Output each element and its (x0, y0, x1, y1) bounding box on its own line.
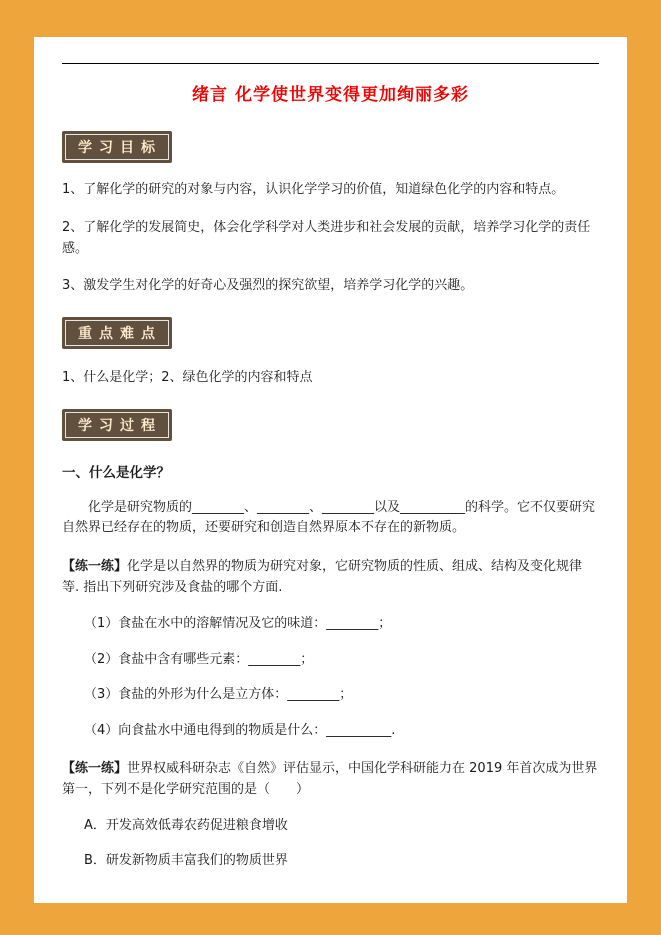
objective-item: 2、了解化学的发展简史，体会化学科学对人类进步和社会发展的贡献，培养学习化学的责任感。 (62, 219, 591, 256)
practice2-option: B．研发新物质丰富我们的物质世界 (84, 853, 288, 869)
page-title: 绪言 化学使世界变得更加绚丽多彩 (192, 85, 469, 105)
objective-item: 3、激发学生对化学的好奇心及强烈的探究欲望，培养学习化学的兴趣。 (62, 278, 474, 294)
keypoints-text: 1、什么是化学；2、绿色化学的内容和特点 (62, 370, 313, 386)
practice2-label: 【练一练】 (62, 760, 128, 776)
practice1-intro-text: 化学是以自然界的物质为研究对象，它研究物质的性质、组成、结构及变化规律等. 指出下列研究涉及食盐的哪个方面. (62, 559, 583, 595)
keypoints-badge: 重点难点 (62, 317, 172, 349)
practice2-option: A．开发高效低毒农药促进粮食增收 (84, 817, 288, 833)
document-body (34, 37, 627, 903)
objectives-section-header (62, 111, 599, 163)
fill-blank-paragraph: 化学是研究物质的________、________、________以及__________的科学。它不仅要研究自然界已经存在的物质，还要研究和创造自然界原本不存在的新物质。 (62, 499, 596, 536)
practice1-intro (62, 557, 599, 599)
question-heading: 一、什么是化学？ (62, 464, 170, 481)
practice1-item: （3）食盐的外形为什么是立方体：________； (84, 687, 353, 703)
objective-item: 1、了解化学的研究的对象与内容，认识化学学习的价值，知道绿色化学的内容和特点。 (62, 182, 565, 197)
process-section-header (62, 389, 599, 441)
practice2-intro (62, 759, 599, 801)
keypoints-section-header (62, 297, 599, 349)
process-badge: 学习过程 (62, 409, 172, 441)
header-divider (62, 63, 599, 64)
practice1-item: （1）食盐在水中的溶解情况及它的味道：________； (84, 615, 392, 631)
practice2-intro-text: 世界权威科研杂志《自然》评估显示，中国化学科研能力在 2019 年首次成为世界第一，下列不是化学研究范围的是（ ） (62, 760, 598, 797)
practice1-item: （4）向食盐水中通电得到的物质是什么：__________. (84, 723, 396, 739)
practice1-label: 【练一练】 (62, 559, 128, 575)
practice1-item: （2）食盐中含有哪些元素：________； (84, 651, 314, 667)
objectives-badge: 学习目标 (62, 131, 172, 163)
